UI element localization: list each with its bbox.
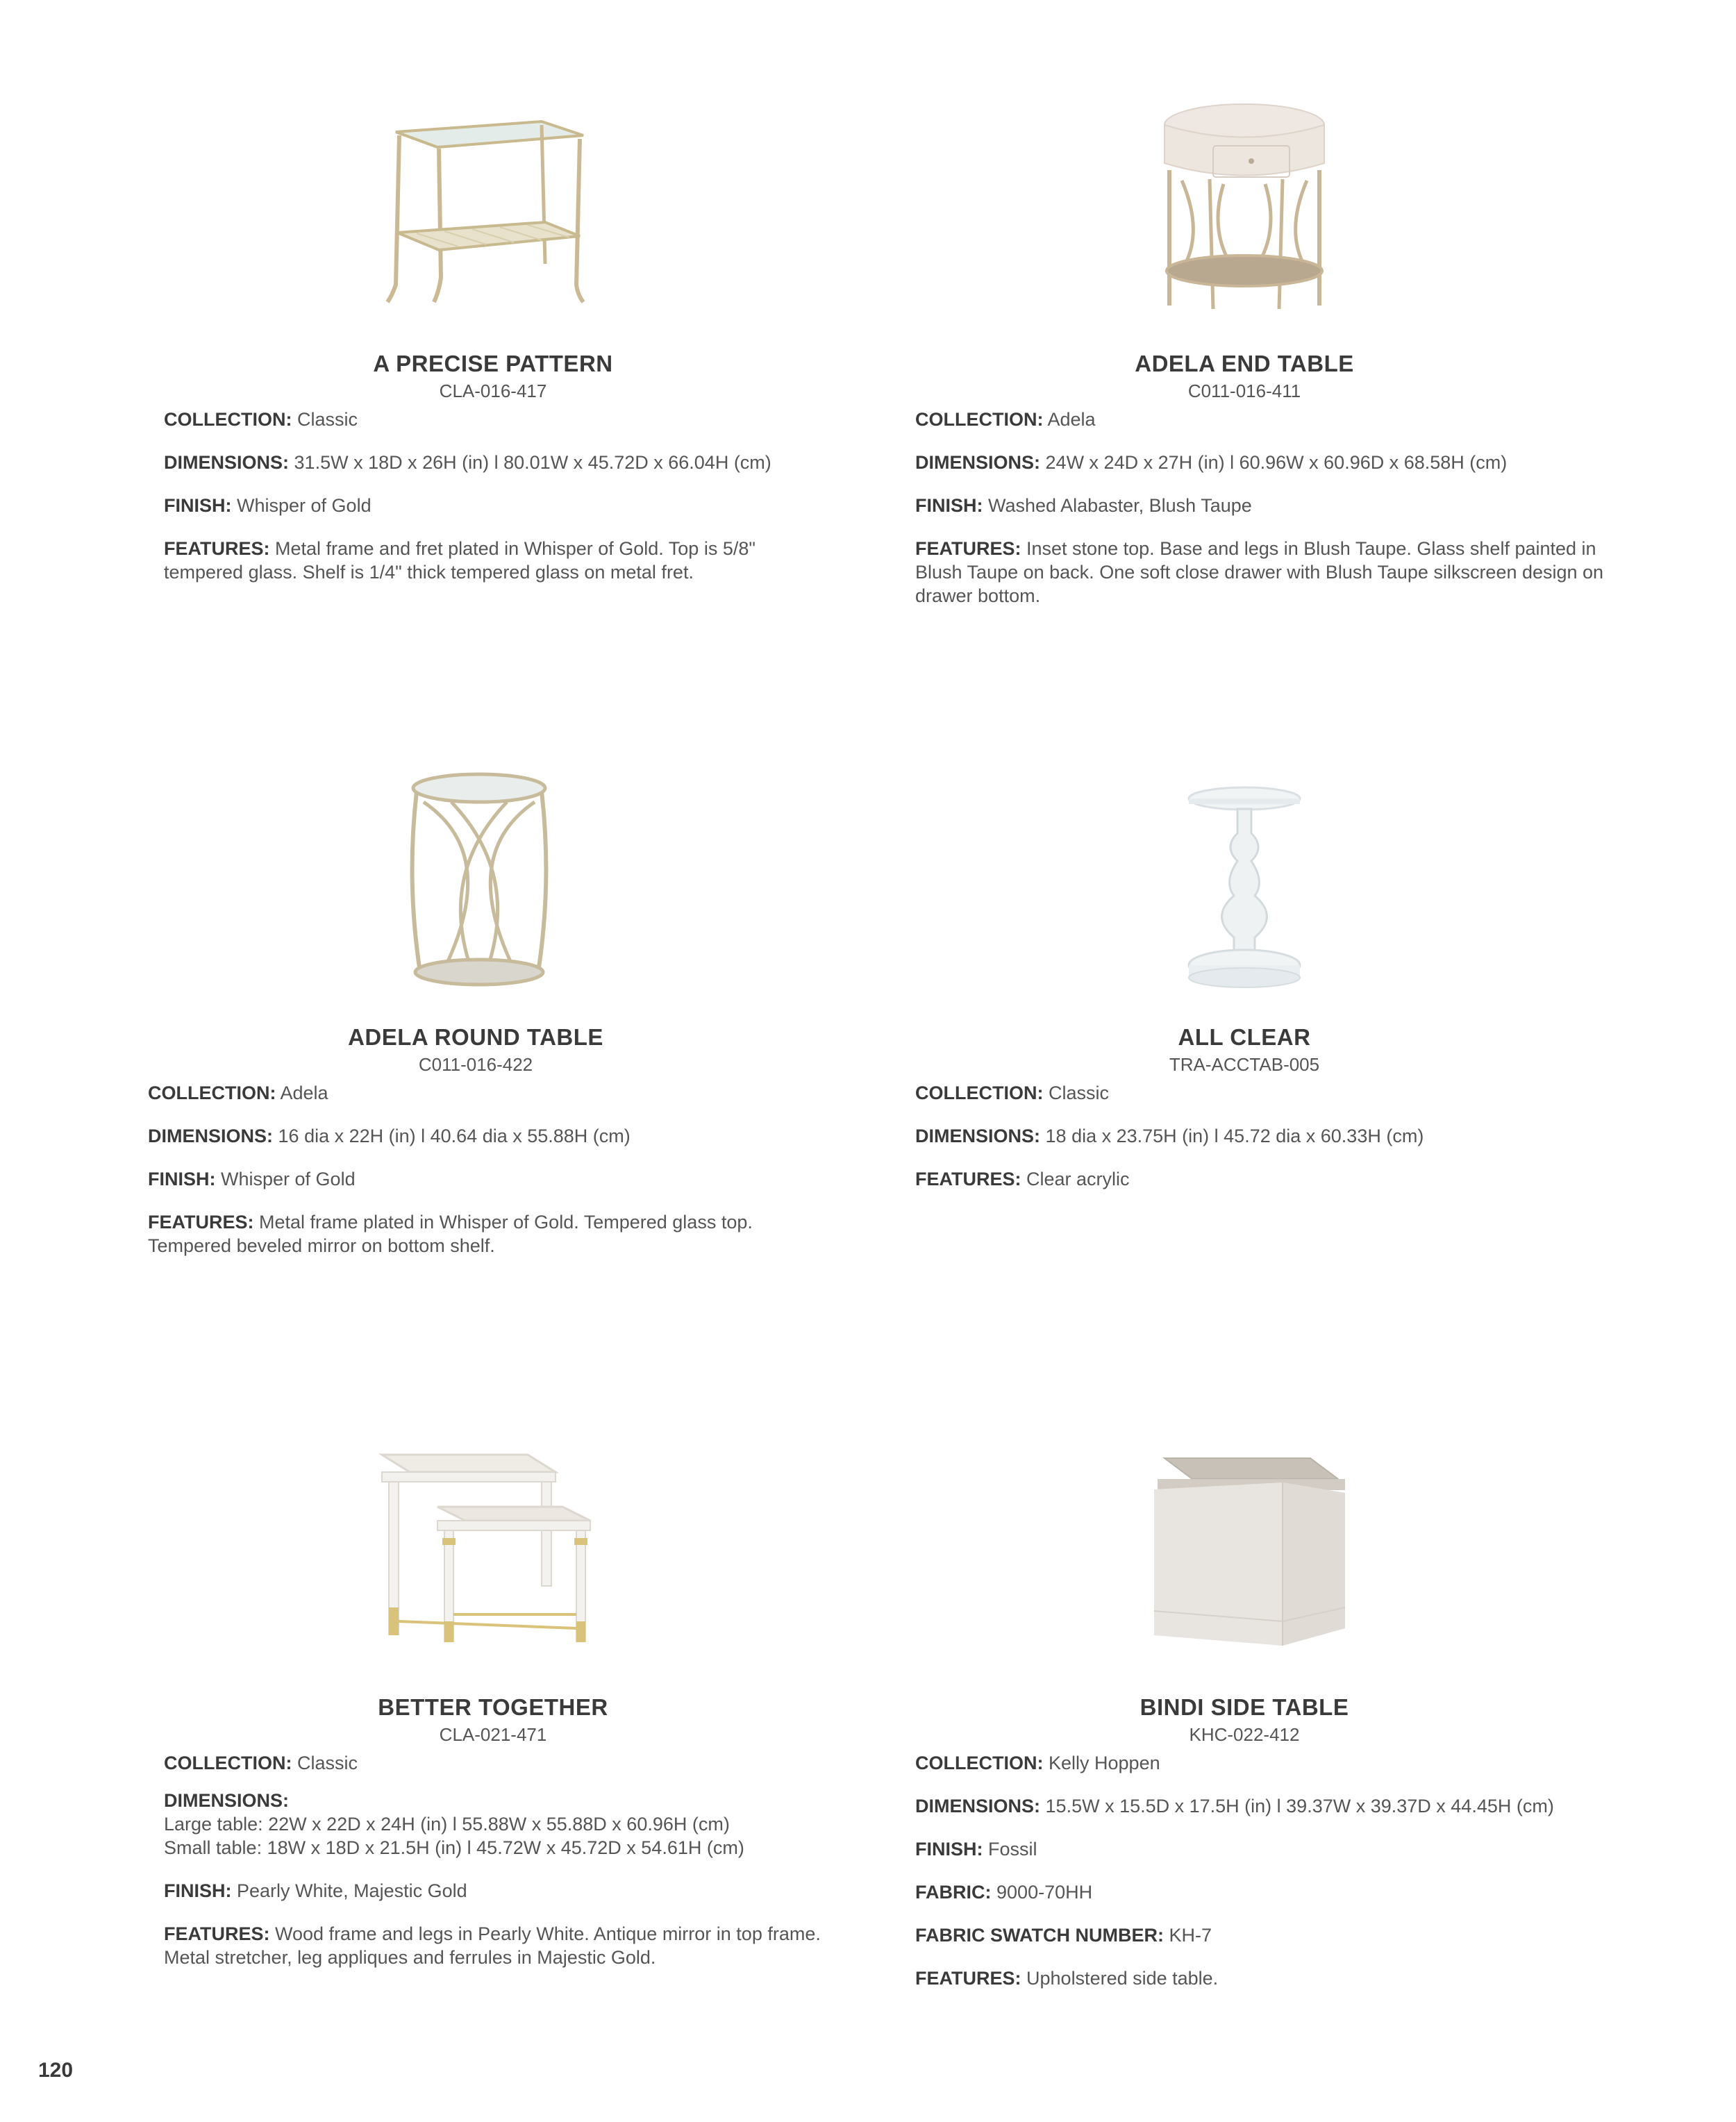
- spec-features: FEATURES: Clear acrylic: [915, 1169, 1130, 1189]
- spec-collection: COLLECTION: Classic: [164, 1753, 358, 1773]
- product-image: [403, 771, 556, 993]
- product-sku: C011-016-422: [418, 1054, 533, 1075]
- spec-dimensions: DIMENSIONS: 31.5W x 18D x 26H (in) l 80.01W x 45.72D x 66.04H (cm): [164, 452, 771, 473]
- spec-finish: FINISH: Washed Alabaster, Blush Taupe: [915, 495, 1252, 516]
- product-specs: [915, 408, 1610, 627]
- product-image: [1154, 97, 1335, 319]
- spec-features: FEATURES: Inset stone top. Base and legs in Blush Taupe. Glass shelf painted in Blush Taupe on back. One soft close drawer with Blush Taupe silkscreen design on drawer bottom.: [915, 538, 1604, 606]
- page-number: 120: [38, 2059, 74, 2082]
- spec-finish: FINISH: Pearly White, Majestic Gold: [164, 1880, 467, 1901]
- spec-finish: FINISH: Whisper of Gold: [148, 1169, 356, 1189]
- product-sku: CLA-021-471: [439, 1724, 547, 1745]
- spec-collection: COLLECTION: Adela: [915, 409, 1096, 430]
- product-name: A PRECISE PATTERN: [373, 351, 613, 376]
- product-specs: [915, 1751, 1644, 2010]
- spec-dimensions: DIMENSIONS: Large table: 22W x 22D x 24H (in) l 55.88W x 55.88D x 60.96H (cm) Small table: 18W x 18D x 21.5H (in) l 45.72W x 45.72D x 54.61H (cm): [164, 1790, 744, 1858]
- product-sku: TRA-ACCTAB-005: [1169, 1054, 1320, 1075]
- product-image: [1109, 1451, 1373, 1660]
- spec-dimensions: DIMENSIONS: 24W x 24D x 27H (in) l 60.96W x 60.96D x 68.58H (cm): [915, 452, 1508, 473]
- product-image: [1161, 778, 1328, 1000]
- product-specs: [148, 1081, 842, 1277]
- product-image: [375, 104, 597, 312]
- spec-features: FEATURES: Metal frame and fret plated in Whisper of Gold. Top is 5/8" tempered glass. Shelf is 1/4" thick tempered glass on metal fret.: [164, 538, 756, 583]
- spec-dimensions: DIMENSIONS: 16 dia x 22H (in) l 40.64 dia x 55.88H (cm): [148, 1126, 631, 1146]
- spec-collection: COLLECTION: Kelly Hoppen: [915, 1753, 1160, 1773]
- spec-finish: FINISH: Fossil: [915, 1839, 1037, 1860]
- product-sku: CLA-016-417: [439, 381, 547, 401]
- product-name: BINDI SIDE TABLE: [1140, 1694, 1349, 1720]
- product-name: ADELA ROUND TABLE: [348, 1024, 603, 1050]
- product-specs: [915, 1081, 1610, 1210]
- spec-dimensions: DIMENSIONS: 18 dia x 23.75H (in) l 45.72 dia x 60.33H (cm): [915, 1126, 1424, 1146]
- product-name: ALL CLEAR: [1178, 1024, 1311, 1050]
- spec-collection: COLLECTION: Adela: [148, 1083, 328, 1103]
- spec-fabric-swatch-number: FABRIC SWATCH NUMBER: KH-7: [915, 1925, 1212, 1946]
- spec-features: FEATURES: Upholstered side table.: [915, 1968, 1219, 1989]
- product-specs: [164, 408, 810, 603]
- spec-collection: COLLECTION: Classic: [915, 1083, 1110, 1103]
- spec-features: FEATURES: Metal frame plated in Whisper of Gold. Tempered glass top. Tempered beveled mirror on bottom shelf.: [148, 1212, 753, 1256]
- product-name: BETTER TOGETHER: [378, 1694, 608, 1720]
- product-image: [368, 1441, 604, 1649]
- spec-fabric: FABRIC: 9000-70HH: [915, 1882, 1093, 1903]
- product-sku: KHC-022-412: [1189, 1724, 1300, 1745]
- product-specs: [164, 1751, 893, 1989]
- product-sku: C011-016-411: [1187, 381, 1301, 401]
- spec-features: FEATURES: Wood frame and legs in Pearly White. Antique mirror in top frame. Metal stretcher, leg appliques and ferrules in Majestic Gold.: [164, 1923, 821, 1968]
- product-name: ADELA END TABLE: [1135, 351, 1354, 376]
- spec-finish: FINISH: Whisper of Gold: [164, 495, 372, 516]
- spec-collection: COLLECTION: Classic: [164, 409, 358, 430]
- spec-dimensions: DIMENSIONS: 15.5W x 15.5D x 17.5H (in) l 39.37W x 39.37D x 44.45H (cm): [915, 1796, 1554, 1816]
